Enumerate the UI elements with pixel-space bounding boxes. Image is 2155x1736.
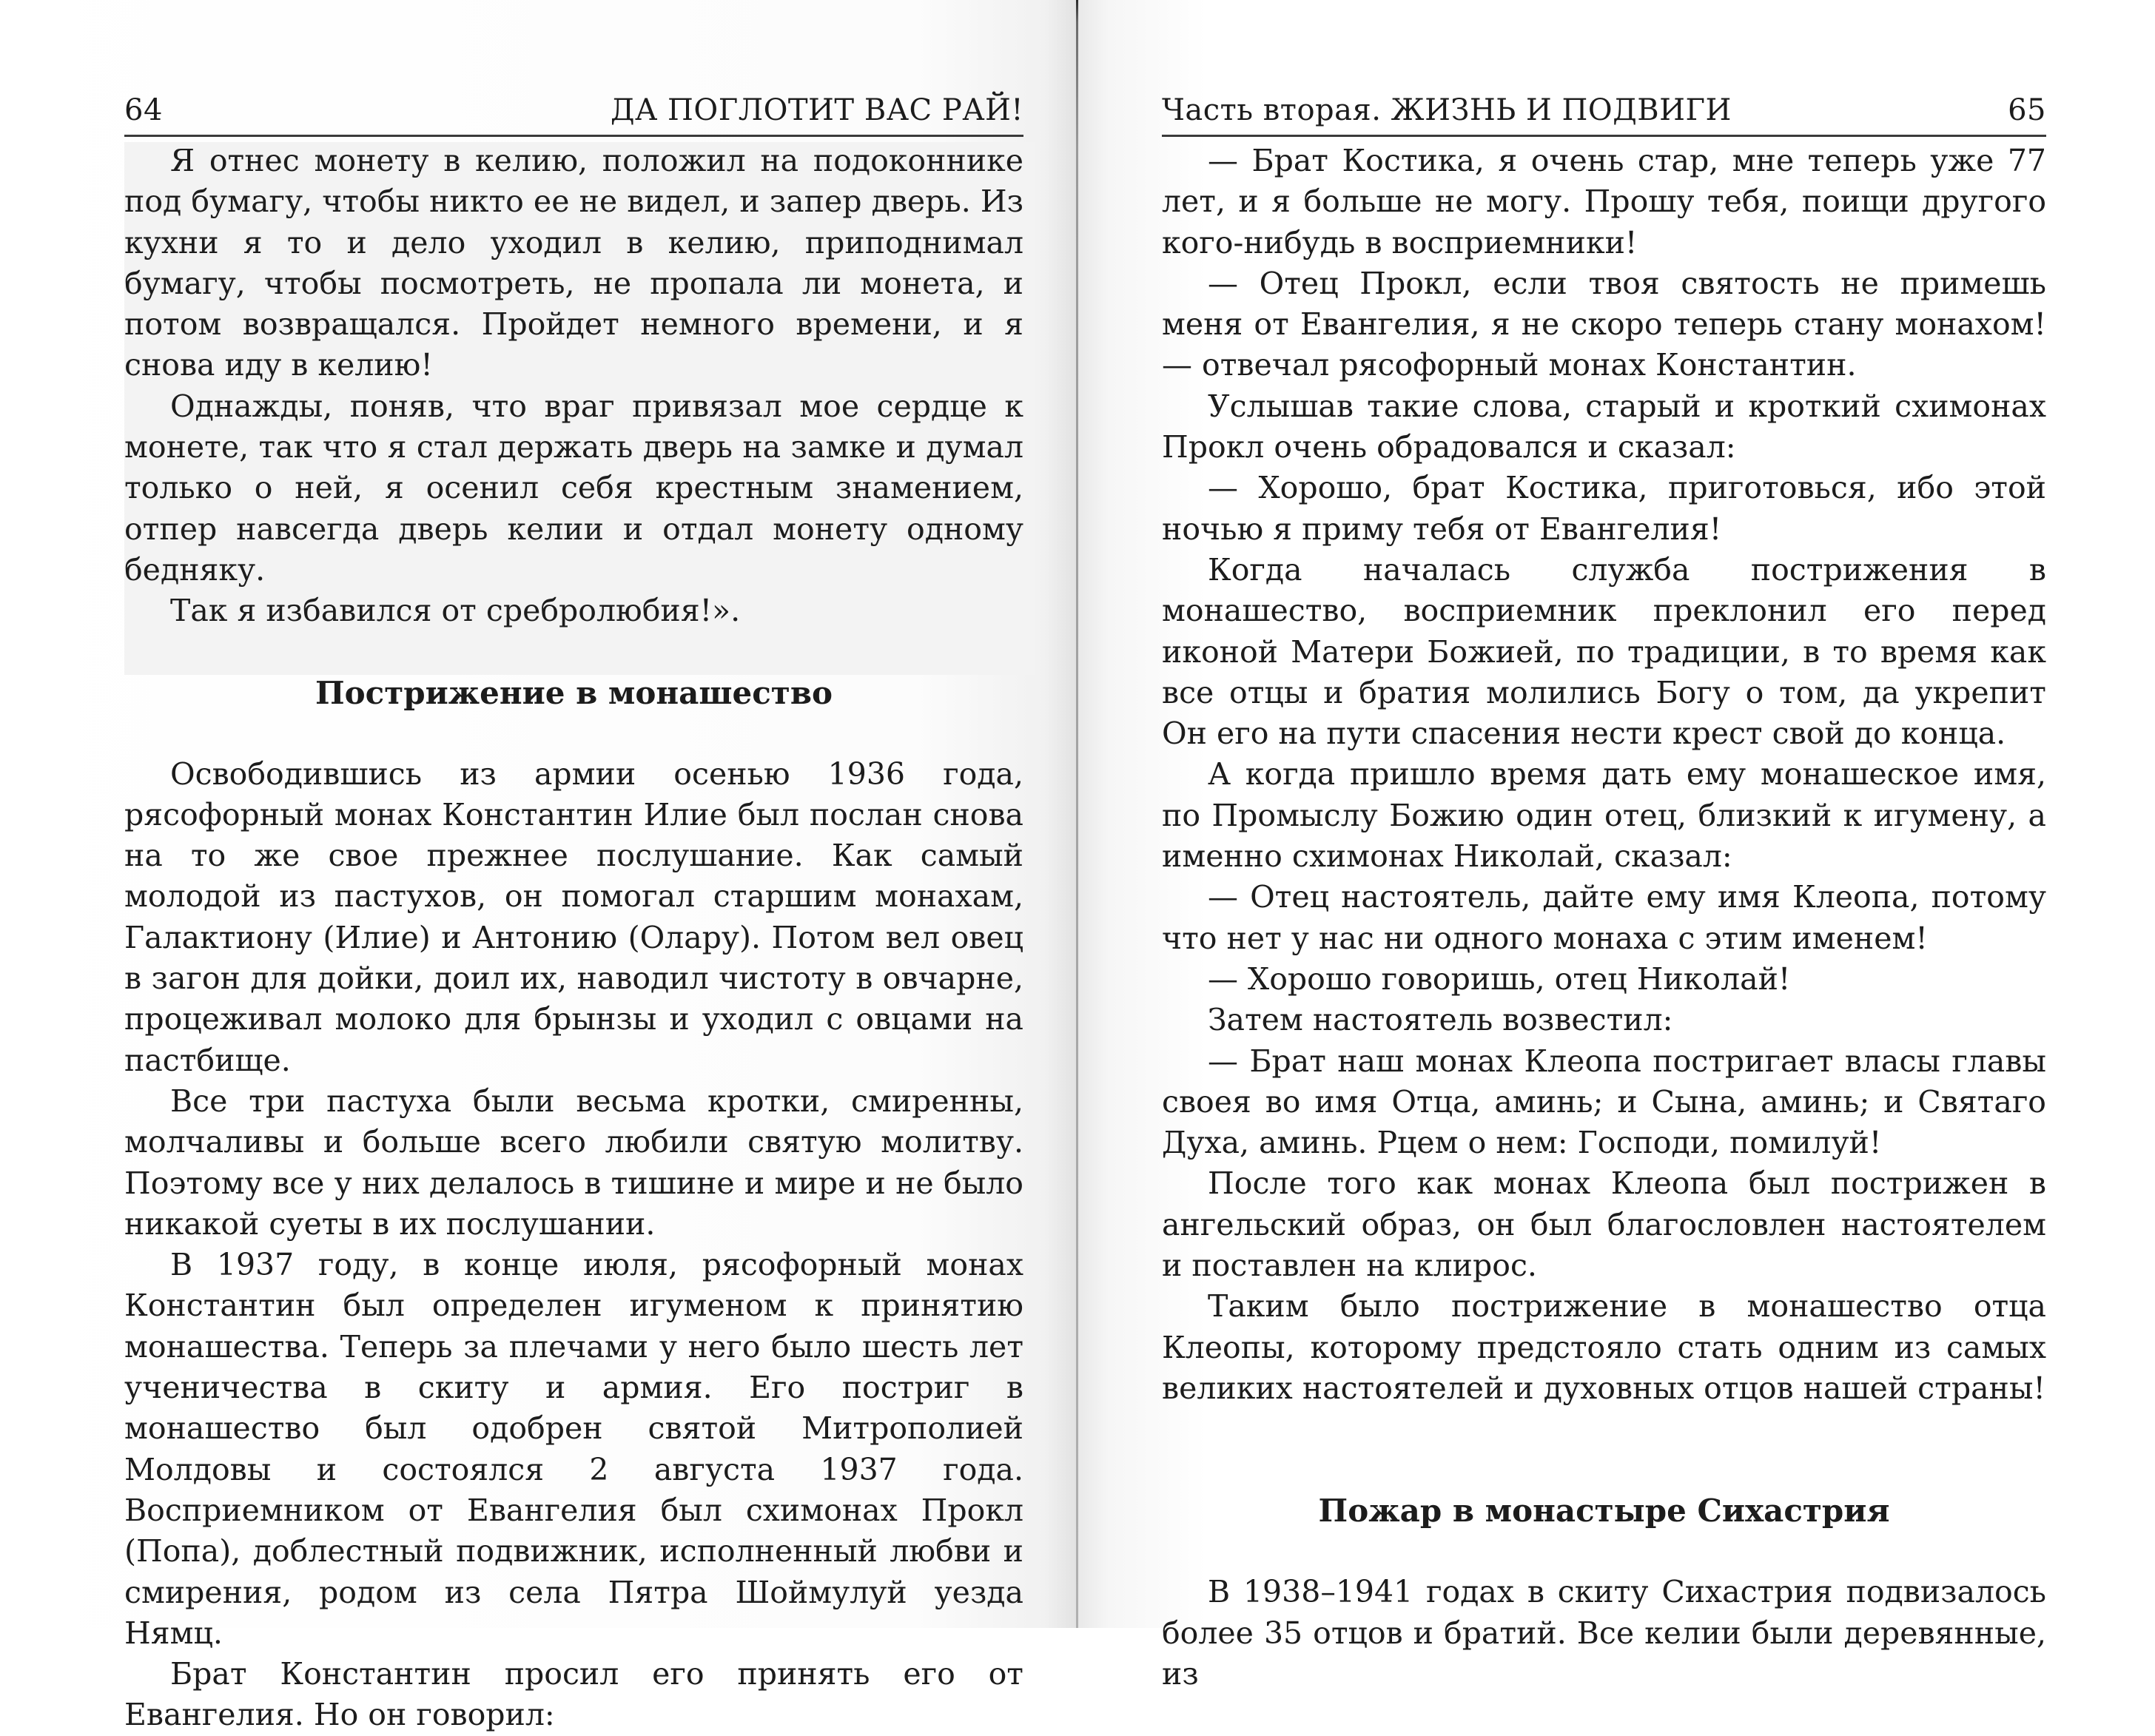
dialog-line: — Отец настоятель, дайте ему имя Клеопа, потому что нет у нас ни одного монаха с этим именем!	[1162, 879, 2046, 956]
paragraph: Затем настоятель возвестил:	[1208, 1002, 1673, 1038]
paragraph: В 1937 году, в конце июля, рясофорный монах Константин был определен игуменом к принятию монашества. Теперь за плечами у него было шесть лет ученичества в скиту и армия. Его постриг в монашество был одобрен святой Митрополией Молдовы и состоялся 2 августа 1937 года. Восприемником от Евангелия был схимонах Прокл (Попа), доблестный подвижник, исполненный любви и смирения, родом из села Пятра Шоймулуй уезда Нямц.	[124, 1247, 1023, 1651]
section-heading: Пожар в монастыре Сихастрия	[1318, 1493, 1890, 1530]
paragraph: После того как монах Клеопа был пострижен в ангельский образ, он был благословлен настоятелем и поставлен на клирос.	[1162, 1165, 2046, 1284]
book-spine-gutter	[1076, 0, 1078, 1628]
dialog-line: — Отец Прокл, если твоя святость не примешь меня от Евангелия, я не скоро теперь стану монахом! — отвечал рясофорный монах Константин.	[1162, 265, 2046, 383]
left-body-text	[124, 141, 1023, 1736]
dialog-line: — Хорошо говоришь, отец Николай!	[1208, 960, 1791, 997]
left-page	[0, 0, 1077, 1733]
left-running-header	[124, 83, 1023, 137]
paragraph: Когда началась служба пострижения в монашество, восприемник преклонил его перед иконой Матери Божией, по традиции, в то время как все отцы и братия молились Богу о том, да укрепит Он его на пути спасения нести крест свой до конца.	[1162, 551, 2046, 752]
paragraph: Таким было пострижение в монашество отца Клеопы, которому предстояло стать одним из самых великих настоятелей и духовных отцов нашей страны!	[1162, 1288, 2046, 1406]
paragraph: Однажды, поняв, что враг привязал мое сердце к монете, так что я стал держать дверь на замке и думал только о ней, я осенил себя крестным знамением, отпер навсегда дверь келии и отдал монету одному бедняку.	[124, 388, 1023, 588]
section-heading: Пострижение в монашество	[315, 674, 833, 711]
paragraph: Услышав такие слова, старый и кроткий схимонах Прокл очень обрадовался и сказал:	[1162, 388, 2046, 465]
dialog-line: — Брат наш монах Клеопа постригает власы главы своея во имя Отца, аминь; и Сына, аминь; и Святаго Духа, аминь. Рцем о нем: Господи, помилуй!	[1162, 1043, 2046, 1161]
running-title: ДА ПОГЛОТИТ ВАС РАЙ!	[611, 93, 1023, 127]
dialog-line: — Хорошо, брат Костика, приготовься, ибо этой ночью я приму тебя от Евангелия!	[1162, 470, 2046, 547]
paragraph: В 1938–1941 годах в скиту Сихастрия подвизалось более 35 отцов и братий. Все келии были деревянные, из	[1162, 1574, 2046, 1692]
paragraph: Освободившись из армии осенью 1936 года, рясофорный монах Константин Илие был послан снова на то же свое прежнее послушание. Как самый молодой из пастухов, он помогал старшим монахам, Галактиону (Илие) и Антонию (Олару). Потом вел овец в загон для дойки, доил их, наводил чистоту в овчарне, процеживал молоко для брынзы и уходил с овцами на пастбище.	[124, 756, 1023, 1078]
right-body-text	[1162, 141, 2046, 1695]
paragraph: Я отнес монету в келию, положил на подоконнике под бумагу, чтобы никто ее не видел, и запер дверь. Из кухни я то и дело уходил в келию, приподнимал бумагу, чтобы посмотреть, не пропала ли монета, и потом возвращался. Пройдет немного времени, и я снова иду в келию!	[124, 143, 1023, 383]
dialog-line: — Брат Костика, я очень стар, мне теперь уже 77 лет, и я больше не могу. Прошу тебя, поищи другого кого-нибудь в восприемники!	[1162, 143, 2046, 260]
paragraph: А когда пришло время дать ему монашеское имя, по Промыслу Божию один отец, близкий к игумену, а именно схимонах Николай, сказал:	[1162, 756, 2046, 875]
page-number: 64	[124, 93, 163, 127]
paragraph: Все три пастуха были весьма кротки, смиренны, молчаливы и больше всего любили святую молитву. Поэтому все у них делалось в тишине и мире и не было никакой суеты в их послушании.	[124, 1083, 1023, 1242]
right-running-header	[1162, 83, 2046, 137]
right-page	[1077, 0, 2155, 1692]
running-title: Часть вторая. ЖИЗНЬ И ПОДВИГИ	[1162, 93, 1732, 127]
page-number: 65	[2008, 93, 2046, 127]
paragraph: Брат Константин просил его принять его от Евангелия. Но он говорил:	[124, 1656, 1023, 1733]
paragraph: Так я избавился от сребролюбия!».	[170, 593, 741, 629]
